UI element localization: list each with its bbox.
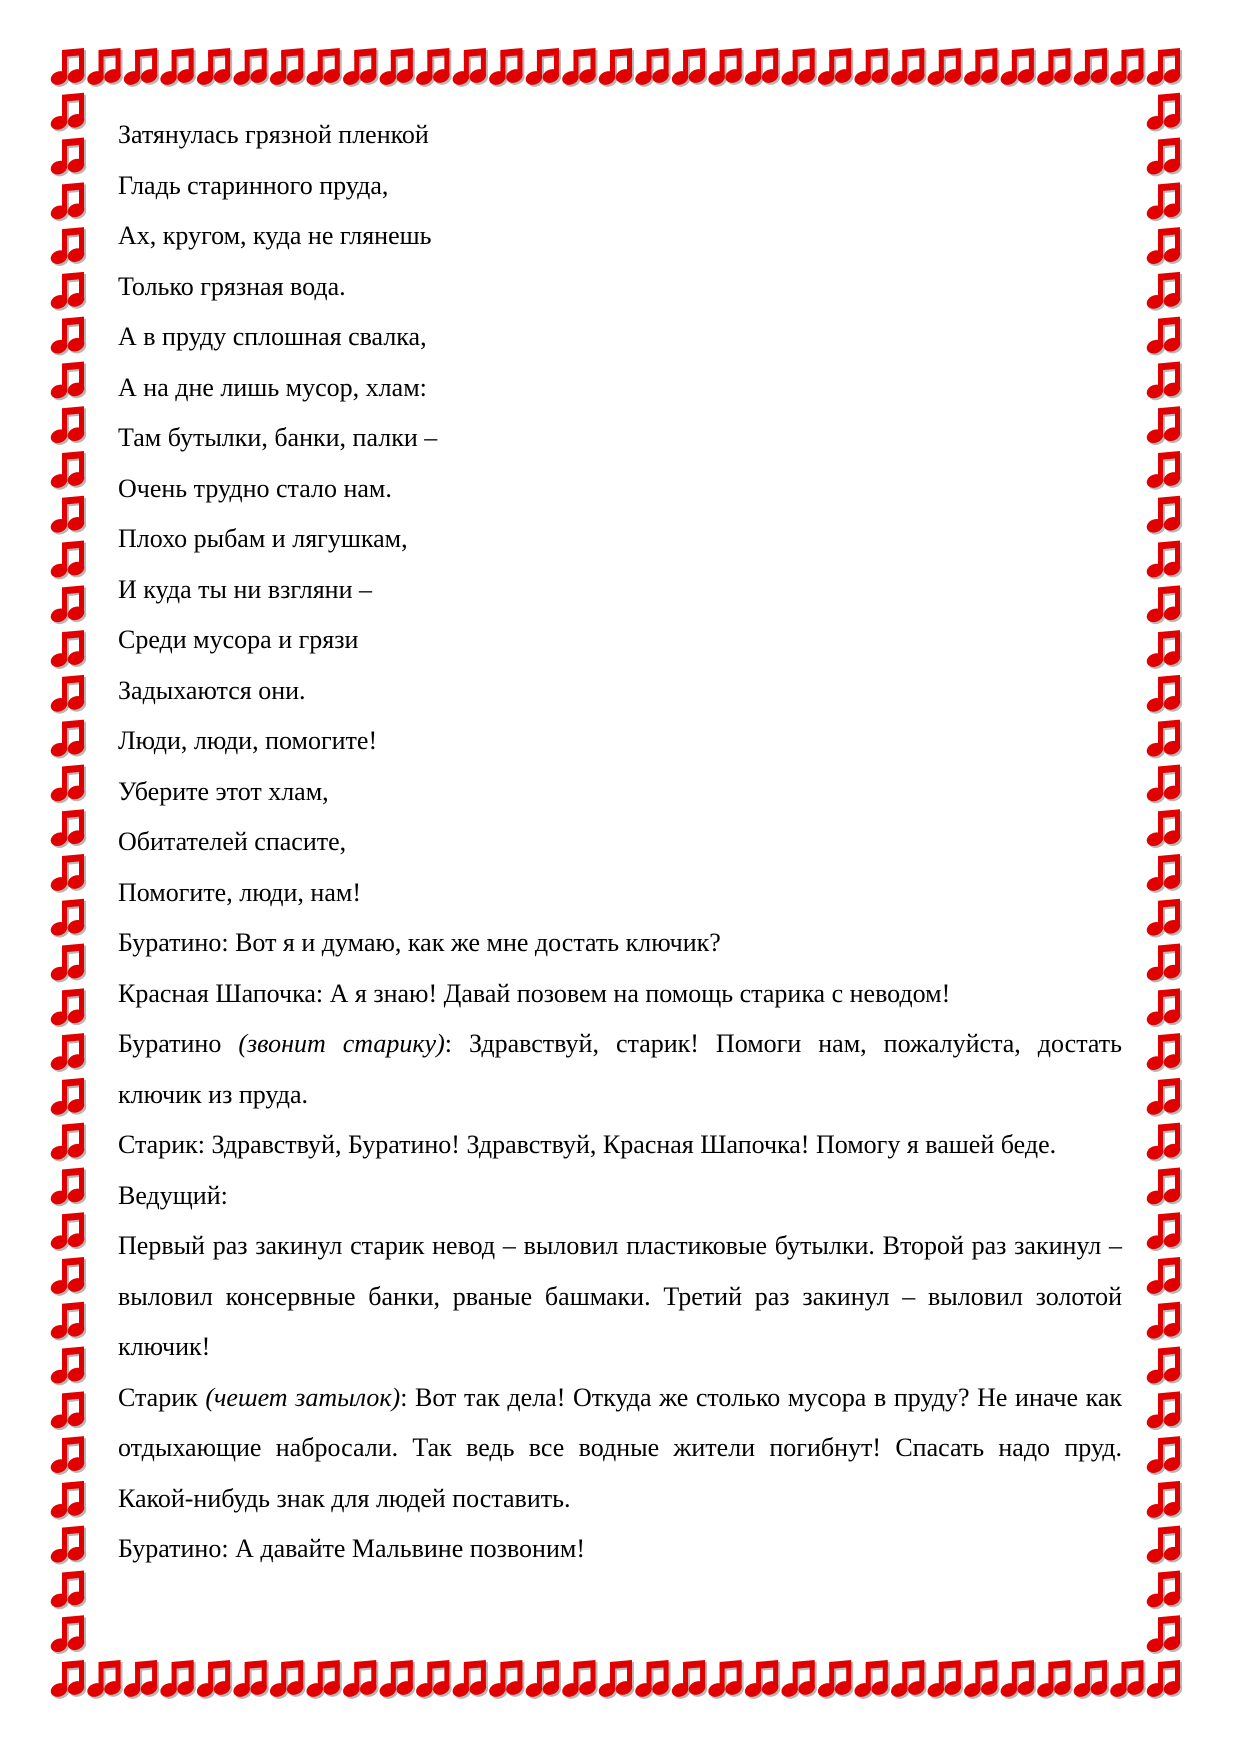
host-label: Ведущий: — [118, 1180, 228, 1210]
music-note-icon — [49, 227, 89, 268]
music-note-icon — [49, 496, 89, 537]
music-note-icon — [49, 1615, 89, 1656]
music-note-icon — [49, 585, 89, 626]
music-note-icon — [816, 48, 856, 89]
music-note-icon — [1145, 675, 1185, 716]
music-note-icon — [49, 317, 89, 358]
music-note-icon — [1145, 541, 1185, 582]
music-note-icon — [670, 1660, 710, 1701]
music-note-icon — [1145, 496, 1185, 537]
music-note-icon — [925, 1660, 965, 1701]
music-note-icon — [268, 1660, 308, 1701]
music-note-icon — [49, 1347, 89, 1388]
music-note-icon — [633, 1660, 673, 1701]
music-note-icon — [122, 1660, 162, 1701]
dialogue-red-hood-1: Красная Шапочка: А я знаю! Давай позовем на помощь старика с неводом! — [118, 978, 951, 1008]
music-note-icon — [49, 1526, 89, 1567]
music-note-icon — [1108, 48, 1148, 89]
music-note-icon — [889, 48, 929, 89]
music-note-icon — [49, 541, 89, 582]
music-note-icon — [1145, 988, 1185, 1029]
music-note-icon — [49, 93, 89, 134]
poem-line: Обитателей спасите, — [118, 827, 347, 856]
music-note-icon — [377, 48, 417, 89]
music-note-icon — [85, 48, 125, 89]
speaker-name: Старик — [118, 1382, 206, 1412]
poem-line: Уберите этот хлам, — [118, 776, 329, 806]
music-note-icon — [451, 48, 491, 89]
host-speech: Первый раз закинул старик невод – выловил пластиковые бутылки. Второй раз закинул – выловил консервные банки, рваные башмаки. Третий раз закинул – выловил золотой ключик! — [118, 1231, 1122, 1361]
music-note-icon — [49, 675, 89, 716]
music-note-icon — [597, 1660, 637, 1701]
music-note-icon — [999, 48, 1039, 89]
dialogue-old-man-2 — [118, 1373, 1122, 1525]
music-note-icon — [49, 1570, 89, 1611]
music-note-icon — [49, 406, 89, 447]
music-note-icon — [816, 1660, 856, 1701]
music-note-icon — [1145, 585, 1185, 626]
poem-line: Ах, кругом, куда не глянешь — [118, 221, 432, 250]
music-note-icon — [1145, 764, 1185, 805]
music-note-icon — [195, 48, 235, 89]
poem-line: Очень трудно стало нам. — [118, 473, 392, 503]
music-note-icon — [1145, 720, 1185, 761]
music-note-icon — [49, 1167, 89, 1208]
stage-direction: (звонит старику) — [238, 1029, 445, 1058]
music-note-icon — [1145, 944, 1185, 985]
music-note-icon — [414, 48, 454, 89]
dialogue-old-man-1: Старик: Здравствуй, Буратино! Здравствуй, Красная Шапочка! Помогу я вашей беде. — [118, 1130, 1057, 1159]
music-note-icon — [49, 1391, 89, 1432]
music-note-icon — [49, 48, 89, 89]
music-note-icon — [487, 48, 527, 89]
music-note-icon — [268, 48, 308, 89]
music-note-icon — [1145, 1660, 1185, 1701]
poem-line: Плохо рыбам и лягушкам, — [118, 524, 408, 553]
music-note-icon — [49, 720, 89, 761]
music-note-icon — [779, 48, 819, 89]
music-note-icon — [1145, 854, 1185, 895]
dialogue-buratino-2 — [118, 1019, 1122, 1120]
music-note-icon — [487, 1660, 527, 1701]
music-note-icon — [1145, 1347, 1185, 1388]
music-note-icon — [49, 182, 89, 223]
music-note-icon — [706, 1660, 746, 1701]
music-note-icon — [377, 1660, 417, 1701]
poem-line: И куда ты ни взгляни – — [118, 574, 372, 604]
music-note-icon — [743, 1660, 783, 1701]
music-note-icon — [1145, 1302, 1185, 1343]
speaker-name: Буратино — [118, 1029, 239, 1058]
poem-line: Там бутылки, банки, палки – — [118, 423, 438, 452]
stage-direction: (чешет затылок) — [205, 1382, 401, 1412]
music-note-icon — [49, 361, 89, 402]
music-note-icon — [560, 1660, 600, 1701]
music-note-icon — [158, 48, 198, 89]
music-note-icon — [1035, 1660, 1075, 1701]
music-note-icon — [1145, 361, 1185, 402]
poem-line: Затянулась грязной пленкой — [118, 120, 429, 149]
music-note-icon — [1145, 451, 1185, 492]
music-note-icon — [889, 1660, 929, 1701]
music-note-icon — [49, 1660, 89, 1701]
poem-line: Среди мусора и грязи — [118, 625, 359, 654]
music-note-icon — [670, 48, 710, 89]
music-note-icon — [231, 1660, 271, 1701]
music-note-icon — [925, 48, 965, 89]
music-note-icon — [852, 48, 892, 89]
music-note-icon — [1145, 1615, 1185, 1656]
poem-line: Помогите, люди, нам! — [118, 877, 362, 907]
music-note-icon — [1145, 1078, 1185, 1119]
music-note-icon — [597, 48, 637, 89]
music-note-icon — [1145, 1436, 1185, 1477]
music-note-icon — [1145, 1033, 1185, 1074]
music-note-icon — [1145, 406, 1185, 447]
music-note-icon — [1145, 1167, 1185, 1208]
music-note-icon — [304, 48, 344, 89]
music-note-icon — [49, 1033, 89, 1074]
music-note-icon — [451, 1660, 491, 1701]
poem-line: Только грязная вода. — [118, 271, 346, 301]
poem-line: Гладь старинного пруда, — [118, 170, 389, 200]
music-note-icon — [1145, 317, 1185, 358]
music-note-icon — [1145, 630, 1185, 671]
music-note-icon — [304, 1660, 344, 1701]
music-note-icon — [1108, 1660, 1148, 1701]
music-note-icon — [49, 944, 89, 985]
music-note-icon — [49, 854, 89, 895]
music-note-icon — [962, 48, 1002, 89]
music-note-icon — [1035, 48, 1075, 89]
music-note-icon — [49, 138, 89, 179]
music-note-icon — [49, 988, 89, 1029]
music-note-icon — [1145, 1123, 1185, 1164]
music-note-icon — [743, 48, 783, 89]
speech-text: : Здравствуй, старик! Помоги нам, пожалуйста, достать ключик из пруда. — [118, 1029, 1122, 1109]
poem-line: А в пруду сплошная свалка, — [118, 322, 427, 351]
music-note-icon — [122, 48, 162, 89]
music-note-icon — [1145, 272, 1185, 313]
music-note-icon — [962, 1660, 1002, 1701]
music-note-icon — [49, 272, 89, 313]
music-note-icon — [999, 1660, 1039, 1701]
dialogue-buratino-1: Буратино: Вот я и думаю, как же мне достать ключик? — [118, 928, 721, 957]
poem-line: А на дне лишь мусор, хлам: — [118, 372, 427, 402]
music-note-icon — [1145, 227, 1185, 268]
music-note-icon — [49, 764, 89, 805]
music-note-icon — [195, 1660, 235, 1701]
music-note-icon — [49, 630, 89, 671]
music-note-icon — [633, 48, 673, 89]
music-note-icon — [49, 1212, 89, 1253]
music-note-icon — [1145, 1391, 1185, 1432]
music-note-icon — [1145, 138, 1185, 179]
music-note-icon — [49, 451, 89, 492]
speech-text: : Вот так дела! Откуда же столько мусора в пруду? Не иначе как отдыхающие набросали. Так ведь все водные жители погибнут! Спасать надо пруд. Какой-нибудь знак для людей поставить. — [118, 1382, 1122, 1513]
music-note-icon — [560, 48, 600, 89]
music-note-icon — [414, 1660, 454, 1701]
music-note-icon — [1145, 48, 1185, 89]
music-note-icon — [1145, 1526, 1185, 1567]
music-note-icon — [49, 1302, 89, 1343]
music-note-icon — [524, 48, 564, 89]
music-note-icon — [1145, 1570, 1185, 1611]
music-note-icon — [49, 1436, 89, 1477]
poem — [118, 110, 1122, 918]
music-note-icon — [1145, 1257, 1185, 1298]
music-note-icon — [341, 48, 381, 89]
music-note-icon — [524, 1660, 564, 1701]
music-note-icon — [1145, 182, 1185, 223]
music-note-icon — [49, 899, 89, 940]
music-note-icon — [1072, 48, 1112, 89]
script-text — [118, 110, 1122, 1575]
music-note-icon — [49, 809, 89, 850]
music-note-icon — [49, 1123, 89, 1164]
music-note-icon — [49, 1078, 89, 1119]
music-note-icon — [852, 1660, 892, 1701]
poem-line: Задыхаются они. — [118, 675, 306, 705]
music-note-icon — [85, 1660, 125, 1701]
music-note-icon — [231, 48, 271, 89]
music-note-icon — [1145, 93, 1185, 134]
music-note-icon — [341, 1660, 381, 1701]
music-note-icon — [1145, 809, 1185, 850]
poem-line: Люди, люди, помогите! — [118, 726, 378, 755]
music-note-icon — [1072, 1660, 1112, 1701]
dialogue-buratino-3: Буратино: А давайте Мальвине позвоним! — [118, 1534, 585, 1563]
music-note-icon — [158, 1660, 198, 1701]
music-note-icon — [1145, 1212, 1185, 1253]
music-note-icon — [49, 1481, 89, 1522]
music-note-icon — [779, 1660, 819, 1701]
music-note-icon — [49, 1257, 89, 1298]
music-note-icon — [706, 48, 746, 89]
music-note-icon — [1145, 1481, 1185, 1522]
music-note-icon — [1145, 899, 1185, 940]
